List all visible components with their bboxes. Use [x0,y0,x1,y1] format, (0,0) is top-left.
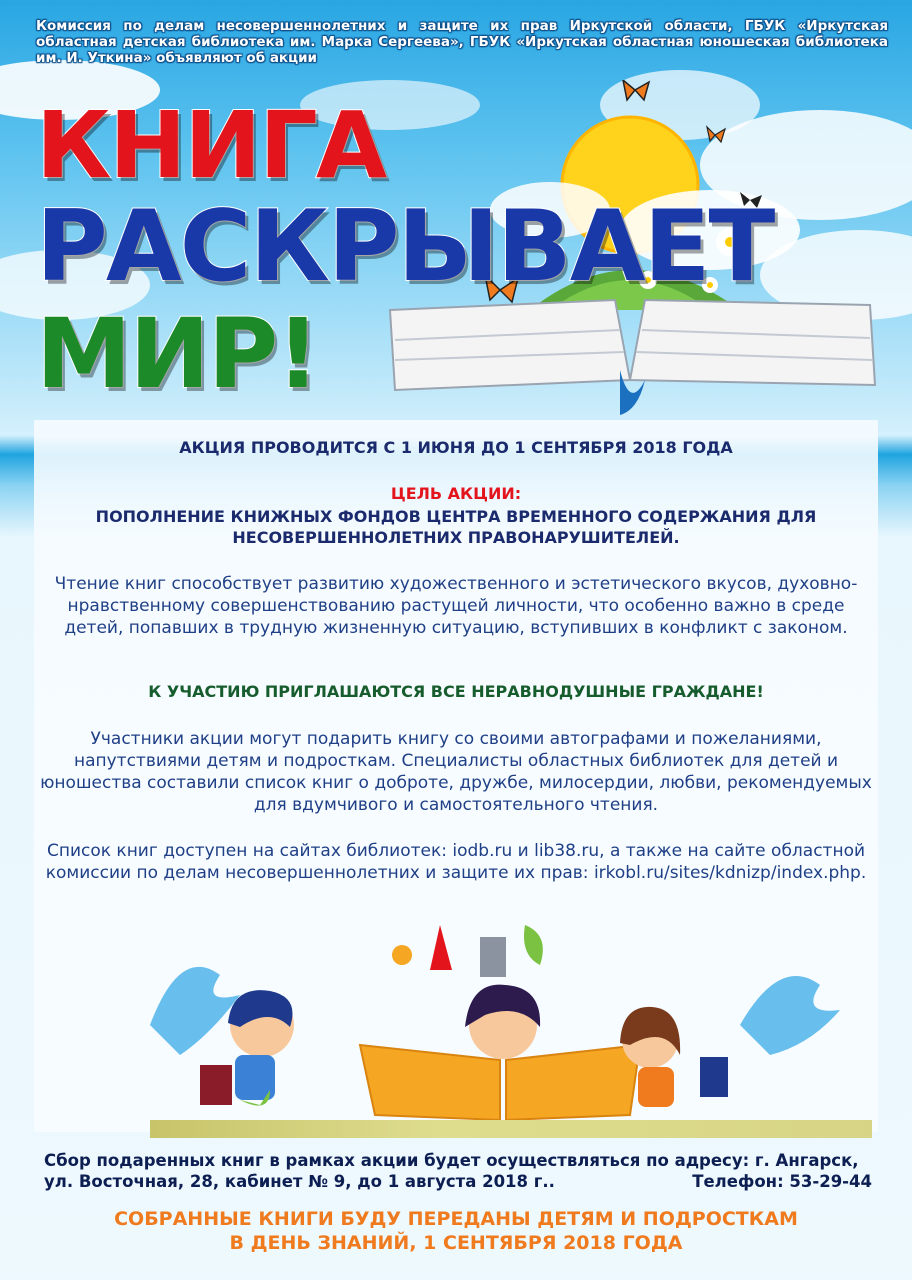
open-book-illustration [390,300,630,390]
ground-band [150,1120,872,1138]
goal-text: ПОПОЛНЕНИЕ КНИЖНЫХ ФОНДОВ ЦЕНТРА ВРЕМЕННОГО СОДЕРЖАНИЯ ДЛЯ НЕСОВЕРШЕННОЛЕТНИХ ПРАВОНАРУШИТЕЛЕЙ. [95,507,817,547]
phone-number: Телефон: 53-29-44 [692,1172,872,1191]
final-note-line-2: В ДЕНЬ ЗНАНИЙ, 1 СЕНТЯБРЯ 2018 ГОДА [229,1232,683,1254]
paragraph-participants: Участники акции могут подарить книгу со своими автографами и пожеланиями, напутствиями детям и подросткам. Специалисты областных библиотек для детей и юношества составили список книг о доброте, дружбе, милосердии, любви, рекомендуемых для вдумчивого и самостоятельного чтения. [40,729,872,815]
organizers-note: Комиссия по делам несовершеннолетних и защите их прав Иркутской области, ГБУК «Иркутская областная детская библиотека им. Марка Сергеева», ГБУК «Иркутская областная юношеская библиотека им. И. Уткина» объявляют об акции [36,18,888,66]
girl-reading-illustration [620,1007,728,1107]
title-line-1: КНИГА [36,92,386,199]
final-note-line-1: СОБРАННЫЕ КНИГИ БУДУ ПЕРЕДАНЫ ДЕТЯМ И ПОДРОСТКАМ [114,1208,798,1230]
collection-address-line-2 [44,1171,872,1192]
goal-label: ЦЕЛЬ АКЦИИ: [390,484,522,503]
paragraph-book-list: Список книг доступен на сайтах библиотек: iodb.ru и lib38.ru, а также на сайте областной комиссии по делам несовершеннолетних и защите их прав: irkobl.ru/sites/kdnizp/index.php. [45,841,867,883]
paragraph-reading-benefits: Чтение книг способствует развитию художественного и эстетического вкусов, духовно-нравственному совершенствованию растущей личности, что особенно важно в среде детей, попавших в трудную жизненную ситуацию, вступивших в конфликт с законом. [54,574,858,638]
child-with-big-book-illustration [360,925,640,1120]
title-line-3: МИР! [36,298,319,410]
collection-address-text: ул. Восточная, 28, кабинет № 9, до 1 августа 2018 г.. [44,1172,555,1191]
title-line-2: РАСКРЫВАЕТ [36,190,774,304]
collection-address-line-1: Сбор подаренных книг в рамках акции будет осуществляться по адресу: г. Ангарск, [44,1151,859,1170]
invitation-heading: К УЧАСТИЮ ПРИГЛАШАЮТСЯ ВСЕ НЕРАВНОДУШНЫЕ ГРАЖДАНЕ! [148,682,764,701]
campaign-dates: АКЦИЯ ПРОВОДИТСЯ С 1 ИЮНЯ ДО 1 СЕНТЯБРЯ 2018 ГОДА [179,438,733,457]
children-reading-illustration [140,915,860,1125]
